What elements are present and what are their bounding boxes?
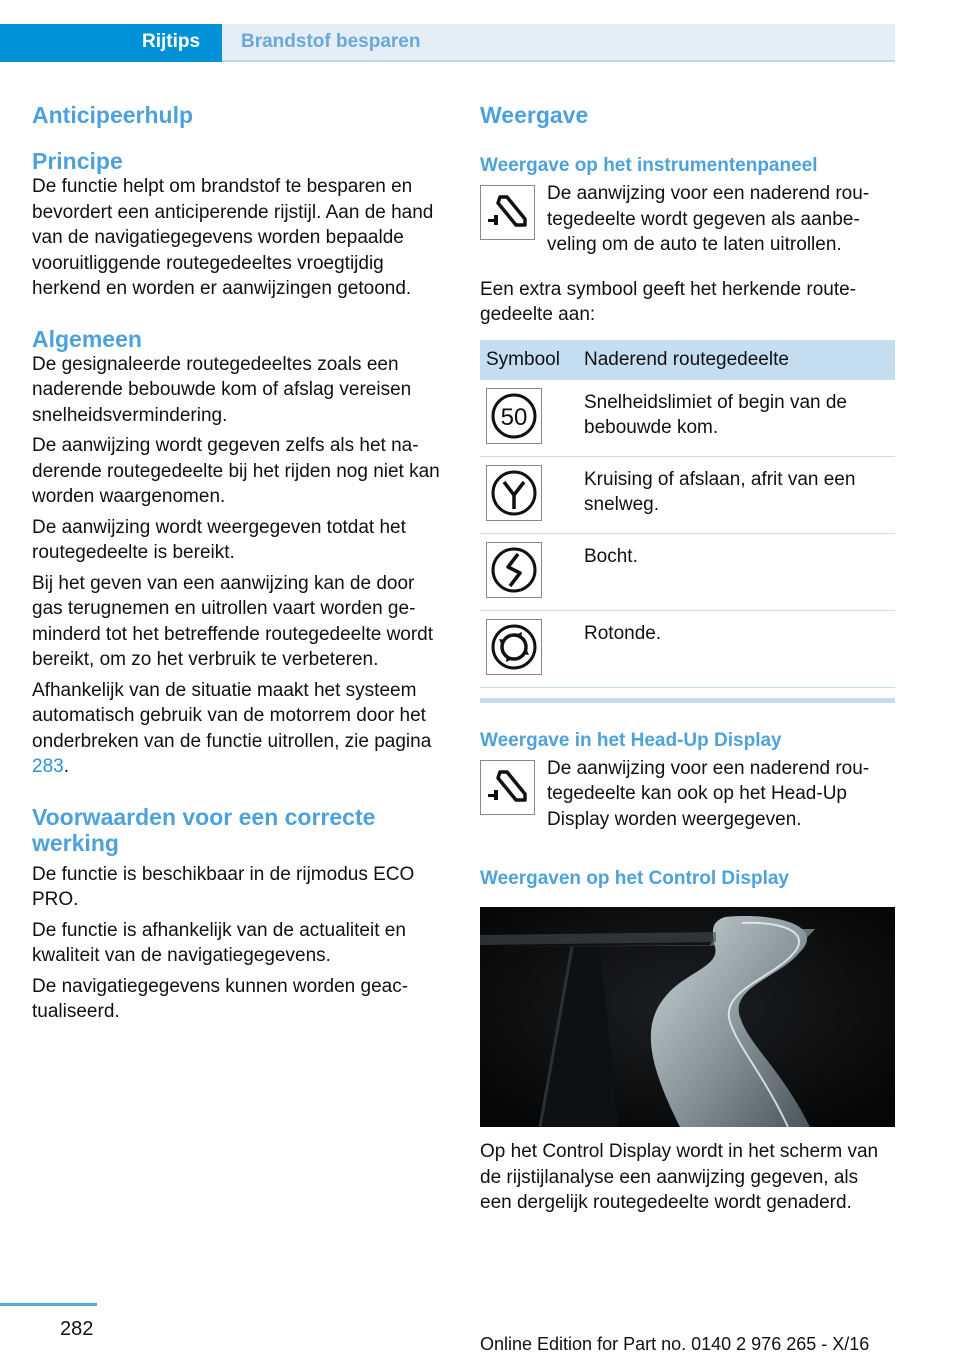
table-header-row [480, 340, 895, 380]
text-algemeen-4: Bij het geven van een aanwijzing kan de door gas terugnemen en uitrollen vaart worden geminderd tot het betreffende routegedeelte wordt bereikt, om zo het verbruik te verbeteren. [32, 572, 434, 670]
table-row [480, 380, 895, 457]
footer-accent-line [0, 1303, 97, 1306]
text-algemeen-1: De gesignaleerde routegedeeltes zoals een naderende bebouwde kom of afslag vereisen snelheidsvermindering. [32, 353, 412, 426]
text-voorwaarden-2: De functie is afhankelijk van de actualiteit en kwaliteit van de navigatiegegevens. [32, 919, 406, 966]
text-control-display: Op het Control Display wordt in het scherm van de rijstijlanalyse een aanwijzing gegeven, als een dergelijk routegedeelte wordt genaderd. [480, 1141, 879, 1213]
header-subsection[interactable]: Brandstof besparen [241, 31, 421, 52]
header-divider [222, 60, 895, 62]
hud-hint-row [480, 756, 895, 833]
text-instrumentenpaneel: De aanwijzing voor een naderend routegedeelte wordt gegeven als aanbeveling om de auto te laten uitrollen. [547, 183, 870, 255]
junction-icon [486, 465, 542, 521]
right-column [480, 102, 895, 1216]
text-voorwaarden-3: De navigatiegegevens kunnen worden geactualiseerd. [32, 975, 409, 1022]
table-row [480, 610, 895, 687]
table-cell-text: Rotonde. [578, 610, 895, 687]
curve-icon [486, 542, 542, 598]
table-cell-icon [480, 610, 578, 687]
control-display-image [480, 907, 895, 1127]
heading-head-up-display: Weergave in het Head-Up Display [480, 729, 782, 751]
page-number: 282 [60, 1318, 94, 1340]
text-algemeen-2: De aanwijzing wordt gegeven zelfs als het naderende routegedeelte bij het rijden nog niet kan worden waargenomen. [32, 435, 440, 507]
heading-instrumentenpaneel: Weergave op het instrumentenpaneel [480, 155, 818, 176]
instrument-hint-row [480, 181, 895, 258]
speed-limit-50-icon [486, 388, 542, 444]
page-reference-link[interactable]: 283 [32, 756, 64, 777]
table-header-segment: Naderend routegedeelte [578, 340, 895, 380]
text-head-up-display: De aanwijzing voor een naderend routegedeelte kan ook op het Head-Up Display worden weergegeven. [547, 757, 870, 830]
heading-voorwaarden: Voorwaarden voor een correcte werking [32, 803, 376, 856]
header-section[interactable]: Rijtips [142, 31, 201, 52]
heading-control-display: Weergaven op het Control Display [480, 868, 789, 889]
table-cell-icon [480, 380, 578, 457]
table-row [480, 533, 895, 610]
text-algemeen-5-a: Afhankelijk van de situatie maakt het systeem automatisch gebruik van de motorrem door het onderbreken van de functie uitrollen, zie pagina [32, 679, 432, 752]
text-algemeen-3: De aanwijzing wordt weergegeven totdat het routegedeelte is bereikt. [32, 516, 406, 563]
heading-principe: Principe [32, 148, 123, 174]
table-end-bar [480, 698, 895, 703]
heading-weergave: Weergave [480, 102, 589, 128]
text-principe: De functie helpt om brandstof te besparen en bevordert een anticiperende rijstijl. Aan de hand van de navigatiegegevens worden bepaalde vooruitliggende routegedeeltes vroegtijdig herkend en worden er aanwijzingen getoond. [32, 176, 434, 299]
footer-edition: Online Edition for Part no. 0140 2 976 265 - X/16 [480, 1334, 870, 1354]
text-extra-symbool: Een extra symbool geeft het herkende routegedeelte aan: [480, 278, 857, 325]
table-cell-text: Kruising of afslaan, afrit van een snelweg. [578, 456, 895, 533]
coasting-foot-icon [480, 760, 535, 815]
speed-limit-value: 50 [500, 403, 528, 431]
table-cell-icon [480, 533, 578, 610]
text-algemeen-5 [32, 678, 448, 780]
left-column [32, 102, 448, 1025]
coasting-foot-icon [480, 185, 535, 240]
table-cell-text: Bocht. [578, 533, 895, 610]
page-header [0, 0, 895, 62]
roundabout-icon [486, 619, 542, 675]
text-algemeen-5-b: . [63, 756, 69, 777]
page-title: Anticipeerhulp [32, 102, 194, 128]
table-header-symbol: Symbool [480, 340, 578, 380]
table-cell-icon [480, 456, 578, 533]
symbol-table [480, 340, 895, 688]
heading-algemeen: Algemeen [32, 325, 142, 352]
text-voorwaarden-1: De functie is beschikbaar in de rijmodus ECO PRO. [32, 863, 415, 910]
table-row [480, 456, 895, 533]
table-cell-text: Snelheidslimiet of begin van de bebouwde kom. [578, 380, 895, 457]
